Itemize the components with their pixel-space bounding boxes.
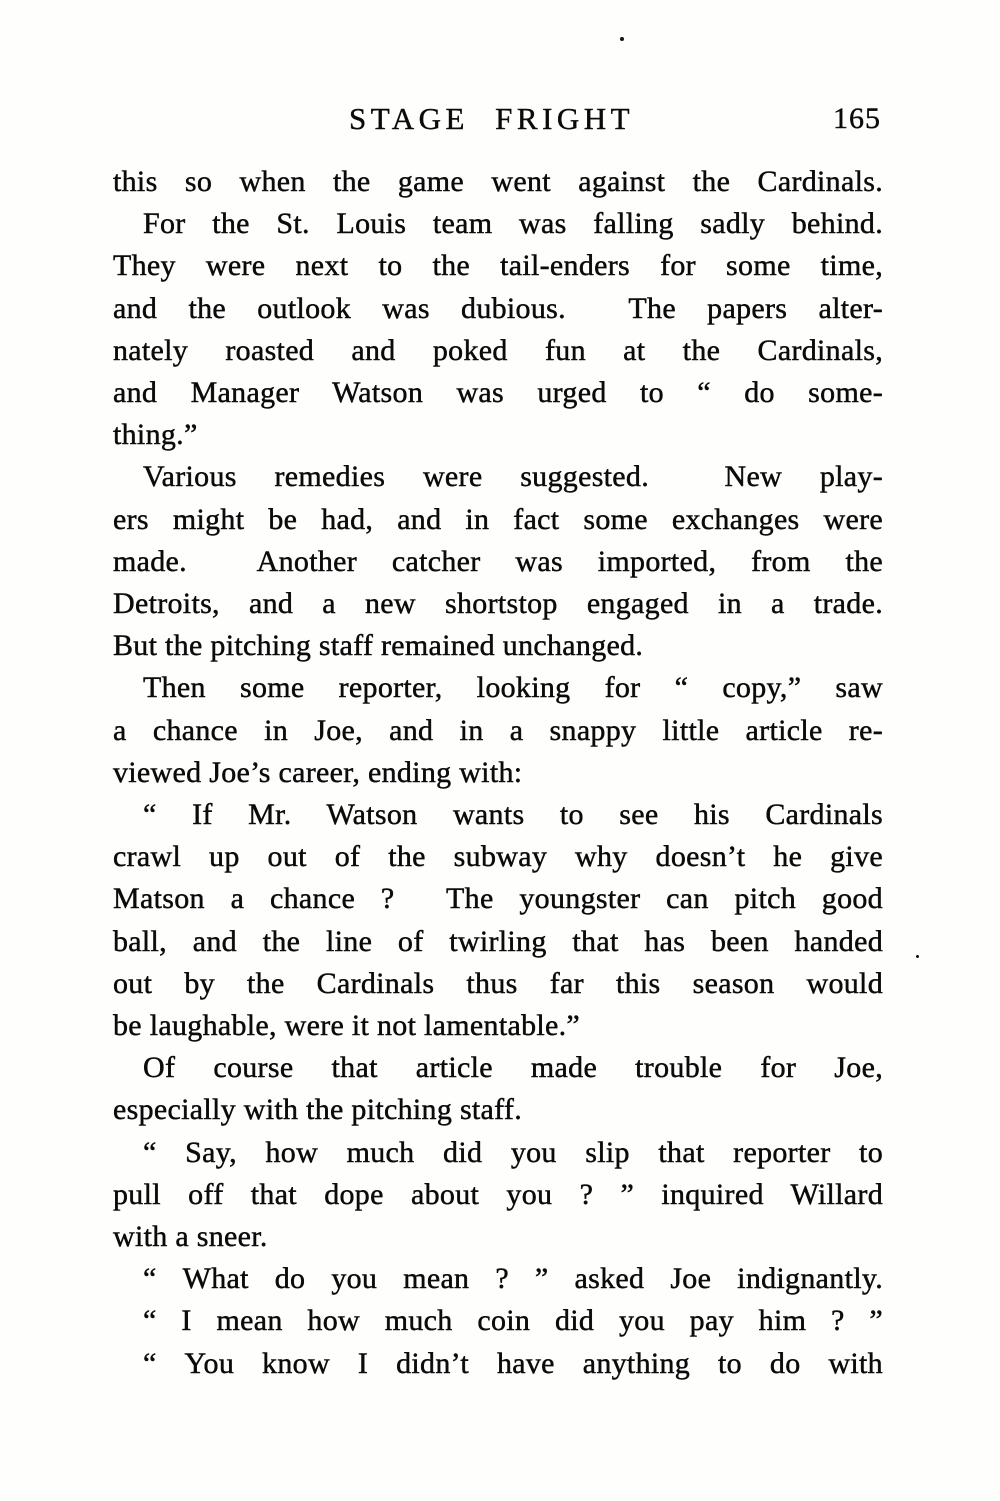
text-line: Matson a chance ? The youngster can pitch good	[113, 882, 883, 916]
text-line: But the pitching staff remained unchanged.	[113, 629, 644, 663]
text-line: “ If Mr. Watson wants to see his Cardinals	[143, 798, 883, 832]
text-line: viewed Joe’s career, ending with:	[113, 755, 523, 789]
body-text	[113, 161, 883, 1385]
text-line: Then some reporter, looking for “ copy,” saw	[143, 671, 883, 705]
text-line: especially with the pitching staff.	[113, 1093, 523, 1127]
text-line: with a sneer.	[113, 1220, 268, 1254]
ink-speck	[620, 37, 624, 41]
text-line: For the St. Louis team was falling sadly behind.	[143, 207, 883, 241]
text-line: ball, and the line of twirling that has been handed	[113, 924, 883, 958]
text-line: and the outlook was dubious. The papers alter-	[113, 291, 883, 325]
text-line: “ You know I didn’t have anything to do with	[143, 1346, 883, 1380]
text-line: made. Another catcher was imported, from the	[113, 544, 883, 578]
text-line: out by the Cardinals thus far this season would	[113, 966, 883, 1000]
text-line: Detroits, and a new shortstop engaged in a trade.	[113, 587, 883, 621]
running-header	[113, 101, 883, 141]
text-line: be laughable, were it not lamentable.”	[113, 1009, 581, 1043]
page-title: STAGE FRIGHT	[349, 101, 635, 136]
ink-speck	[916, 955, 919, 958]
page-number: 165	[833, 102, 881, 135]
text-line: Various remedies were suggested. New play-	[143, 460, 883, 494]
text-line: ers might be had, and in fact some exchanges were	[113, 502, 883, 536]
text-line: Of course that article made trouble for Joe,	[143, 1051, 883, 1085]
text-line: pull off that dope about you ? ” inquired Willard	[113, 1177, 883, 1211]
text-line: “ Say, how much did you slip that reporter to	[143, 1135, 883, 1169]
text-line: nately roasted and poked fun at the Cardinals,	[113, 333, 883, 367]
text-line: this so when the game went against the Cardinals.	[113, 165, 883, 198]
text-line: and Manager Watson was urged to “ do some-	[113, 376, 883, 410]
text-line: “ I mean how much coin did you pay him ? ”	[143, 1304, 883, 1338]
text-line: a chance in Joe, and in a snappy little article re-	[113, 713, 883, 747]
text-line: crawl up out of the subway why doesn’t he give	[113, 840, 883, 874]
text-line: They were next to the tail-enders for some time,	[113, 249, 883, 283]
text-line: “ What do you mean ? ” asked Joe indignantly.	[143, 1262, 883, 1296]
text-line: thing.”	[113, 418, 198, 452]
